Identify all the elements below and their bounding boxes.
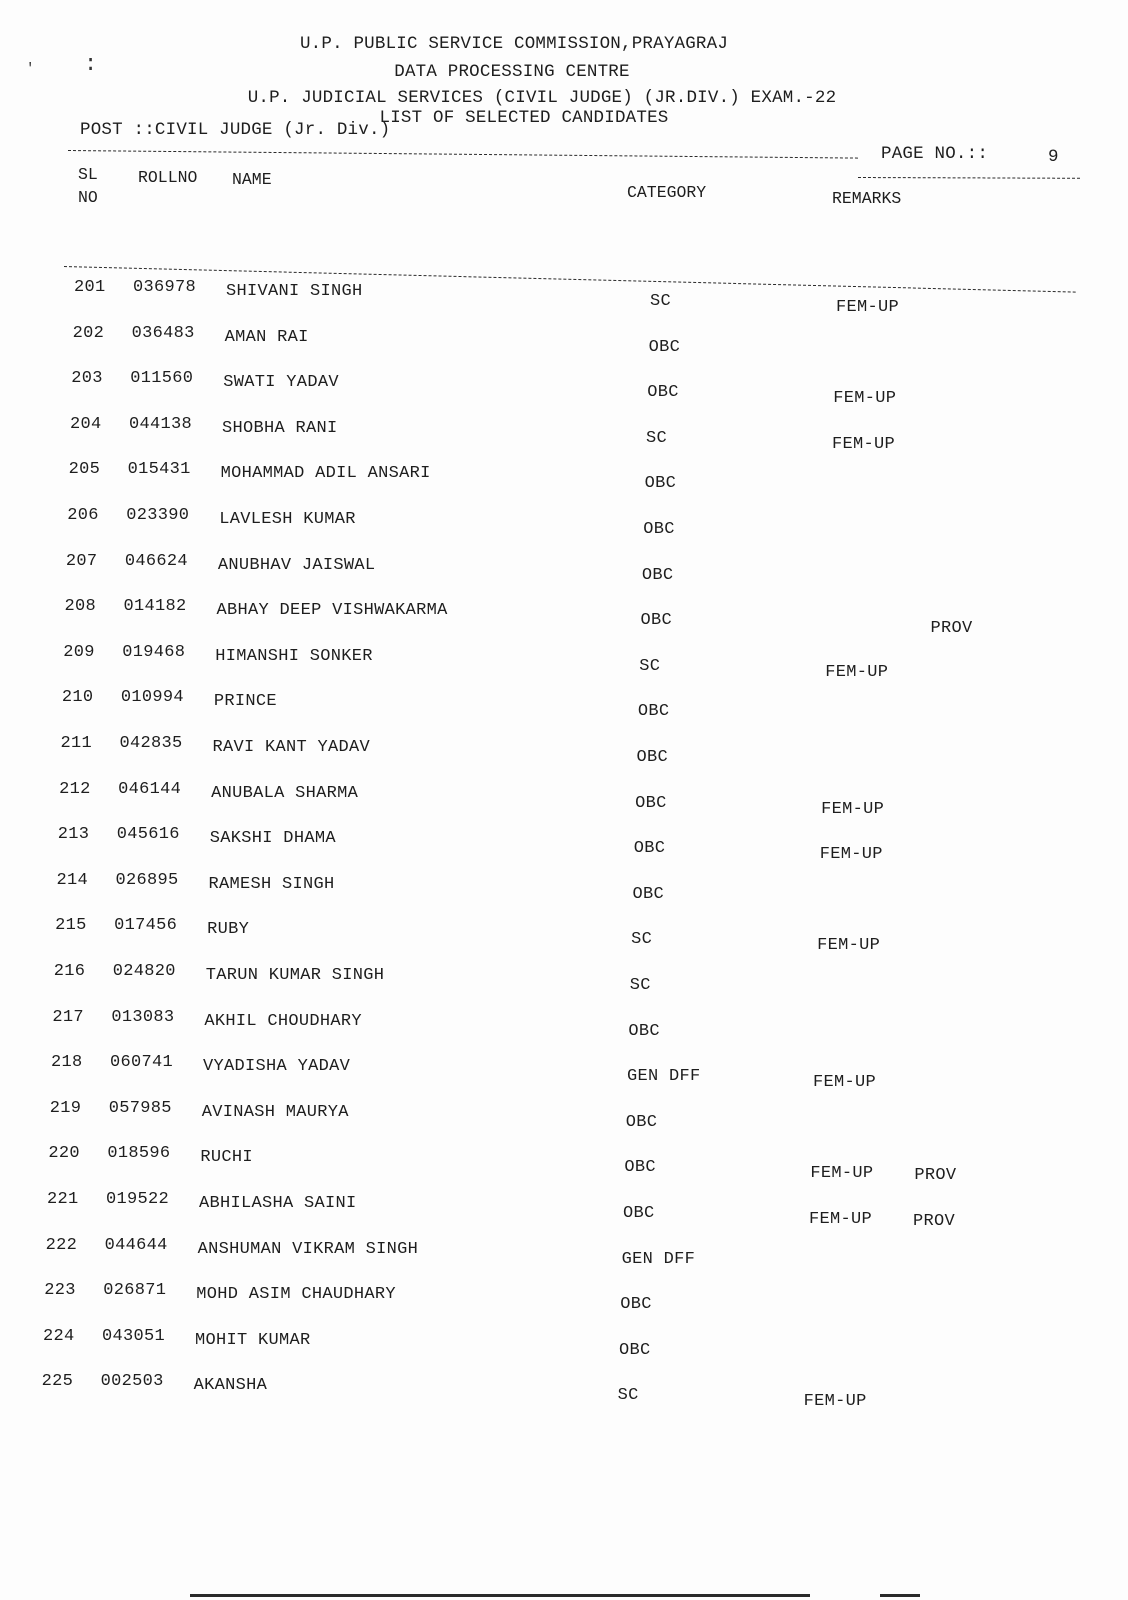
row-remark-prov: PROV xyxy=(913,1212,956,1231)
row-candidate-name: AMAN RAI xyxy=(224,327,309,347)
row-candidate-name: ANUBALA SHARMA xyxy=(211,783,359,803)
row-candidate-name: ABHILASHA SAINI xyxy=(199,1194,357,1213)
table-row xyxy=(0,916,1109,960)
row-candidate-name: AVINASH MAURYA xyxy=(201,1102,349,1122)
row-candidate-name: TARUN KUMAR SINGH xyxy=(205,966,385,985)
row-remark: FEM-UP xyxy=(831,434,895,454)
table-row xyxy=(0,1281,1098,1325)
table-row xyxy=(0,1327,1097,1371)
table-row xyxy=(0,1372,1096,1416)
table-row xyxy=(0,552,1120,596)
row-category: OBC xyxy=(620,1295,652,1315)
row-candidate-name: MOHD ASIM CHAUDHARY xyxy=(196,1285,396,1305)
bottom-rule xyxy=(190,1594,810,1597)
scan-mark: : xyxy=(84,52,98,77)
row-sl-no: 213 xyxy=(57,825,90,845)
table-row xyxy=(0,780,1113,824)
row-sl-no: 209 xyxy=(63,642,95,662)
row-roll-no: 014182 xyxy=(123,597,187,617)
row-category: OBC xyxy=(635,793,667,813)
row-category: SC xyxy=(629,976,651,995)
header-page-label: PAGE NO.:: xyxy=(881,144,989,164)
row-roll-no: 010994 xyxy=(120,688,184,708)
table-row xyxy=(0,278,1128,322)
row-sl-no: 207 xyxy=(65,551,98,571)
row-roll-no: 017456 xyxy=(114,916,178,936)
table-row xyxy=(0,1144,1102,1188)
row-roll-no: 024820 xyxy=(112,962,176,981)
row-category: OBC xyxy=(624,1158,656,1178)
row-roll-no: 026871 xyxy=(103,1281,167,1301)
row-candidate-name: RUBY xyxy=(207,920,250,940)
row-roll-no: 026895 xyxy=(115,870,179,890)
row-sl-no: 225 xyxy=(41,1372,74,1392)
header-divider xyxy=(858,177,1080,179)
row-category: SC xyxy=(631,930,653,950)
scan-mark: ' xyxy=(26,61,35,77)
row-roll-no: 023390 xyxy=(126,506,190,525)
row-roll-no: 019522 xyxy=(106,1190,170,1209)
row-remark: FEM-UP xyxy=(810,1164,874,1184)
row-sl-no: 208 xyxy=(64,597,97,617)
row-candidate-name: ANUBHAV JAISWAL xyxy=(217,555,376,575)
row-candidate-name: ANSHUMAN VIKRAM SINGH xyxy=(197,1239,419,1259)
row-roll-no: 011560 xyxy=(130,369,194,389)
table-row xyxy=(0,506,1121,550)
row-candidate-name: MOHIT KUMAR xyxy=(194,1330,311,1350)
table-row xyxy=(0,369,1125,413)
column-name: NAME xyxy=(232,170,272,189)
row-candidate-name: AKANSHA xyxy=(193,1376,268,1396)
row-candidate-name: HIMANSHI SONKER xyxy=(215,646,373,666)
header-post: POST ::CIVIL JUDGE (Jr. Div.) xyxy=(80,120,391,140)
row-remark-prov: PROV xyxy=(914,1166,957,1186)
row-sl-no: 222 xyxy=(45,1235,78,1255)
row-category: OBC xyxy=(637,702,670,722)
table-row xyxy=(0,688,1116,732)
row-candidate-name: SHOBHA RANI xyxy=(221,418,338,438)
row-sl-no: 201 xyxy=(74,278,106,297)
row-category: OBC xyxy=(636,748,669,767)
row-sl-no: 218 xyxy=(51,1053,83,1073)
row-sl-no: 210 xyxy=(61,688,94,708)
row-candidate-name: VYADISHA YADAV xyxy=(203,1057,351,1077)
row-remark: FEM-UP xyxy=(813,1073,877,1093)
row-roll-no: 044138 xyxy=(128,414,192,434)
header-exam: U.P. JUDICIAL SERVICES (CIVIL JUDGE) (JR.DIV.) EXAM.-22 xyxy=(247,88,837,108)
row-roll-no: 036978 xyxy=(133,278,197,297)
row-roll-no: 046144 xyxy=(118,779,182,799)
row-sl-no: 223 xyxy=(44,1281,76,1301)
row-sl-no: 216 xyxy=(53,962,86,981)
row-category: SC xyxy=(650,292,672,311)
row-roll-no: 015431 xyxy=(127,460,191,480)
table-row xyxy=(0,962,1108,1006)
row-sl-no: 202 xyxy=(72,323,105,343)
row-category: OBC xyxy=(644,474,677,494)
row-candidate-name: RAMESH SINGH xyxy=(208,874,335,894)
row-sl-no: 212 xyxy=(59,779,91,799)
row-category: OBC xyxy=(640,611,673,631)
row-sl-no: 204 xyxy=(69,414,102,434)
row-candidate-name: RUCHI xyxy=(200,1148,253,1168)
row-candidate-name: SHIVANI SINGH xyxy=(226,282,363,301)
column-no: NO xyxy=(78,188,98,207)
row-category: SC xyxy=(639,656,661,676)
header-divider xyxy=(68,150,858,159)
row-sl-no: 211 xyxy=(60,734,93,753)
row-remark: FEM-UP xyxy=(833,389,897,409)
row-sl-no: 217 xyxy=(52,1007,84,1027)
row-roll-no: 043051 xyxy=(101,1326,165,1346)
row-sl-no: 205 xyxy=(68,460,101,480)
table-row xyxy=(0,597,1119,641)
row-candidate-name: MOHAMMAD ADIL ANSARI xyxy=(220,464,431,484)
row-remark: FEM-UP xyxy=(803,1392,867,1412)
row-candidate-name: LAVLESH KUMAR xyxy=(219,510,356,529)
row-roll-no: 036483 xyxy=(131,323,195,343)
row-candidate-name: SAKSHI DHAMA xyxy=(209,829,336,849)
table-row xyxy=(0,1236,1100,1280)
row-candidate-name: AKHIL CHOUDHARY xyxy=(204,1011,362,1031)
row-category: GEN DFF xyxy=(627,1067,701,1087)
row-category: OBC xyxy=(633,839,666,859)
row-sl-no: 219 xyxy=(49,1098,82,1118)
row-sl-no: 215 xyxy=(55,916,87,936)
column-remarks: REMARKS xyxy=(832,189,902,208)
row-sl-no: 203 xyxy=(71,369,103,389)
column-sl: SL xyxy=(78,165,98,184)
table-row xyxy=(0,1053,1105,1097)
row-category: OBC xyxy=(628,1021,660,1041)
row-roll-no: 045616 xyxy=(116,825,180,845)
table-row xyxy=(0,460,1123,504)
row-candidate-name: PRINCE xyxy=(213,692,277,712)
row-roll-no: 057985 xyxy=(108,1098,172,1118)
row-roll-no: 018596 xyxy=(107,1144,171,1164)
table-row xyxy=(0,415,1124,459)
header-centre: DATA PROCESSING CENTRE xyxy=(394,62,630,82)
row-category: OBC xyxy=(623,1204,655,1223)
header-list-title: LIST OF SELECTED CANDIDATES xyxy=(379,108,669,128)
table-row xyxy=(0,734,1115,778)
row-roll-no: 046624 xyxy=(124,551,188,571)
row-category: OBC xyxy=(618,1340,651,1360)
row-category: OBC xyxy=(647,383,679,403)
row-category: OBC xyxy=(643,520,675,539)
row-category: SC xyxy=(617,1386,639,1406)
column-category: CATEGORY xyxy=(627,183,707,202)
row-roll-no: 060741 xyxy=(110,1053,174,1073)
row-remark: FEM-UP xyxy=(817,936,881,956)
row-sl-no: 220 xyxy=(48,1144,80,1164)
table-row xyxy=(0,324,1127,368)
row-remark-prov: PROV xyxy=(930,619,973,639)
row-sl-no: 221 xyxy=(47,1190,79,1209)
table-row xyxy=(0,643,1117,687)
header-page-number: 9 xyxy=(1048,147,1059,167)
row-roll-no: 002503 xyxy=(100,1372,164,1392)
row-category: OBC xyxy=(625,1112,658,1132)
row-roll-no: 013083 xyxy=(111,1007,175,1027)
bottom-rule xyxy=(880,1594,920,1597)
row-category: SC xyxy=(645,428,667,448)
table-row xyxy=(0,825,1112,869)
row-remark: FEM-UP xyxy=(825,662,889,682)
row-remark: FEM-UP xyxy=(809,1210,873,1229)
column-rollno: ROLLNO xyxy=(138,168,198,187)
table-row xyxy=(0,1190,1101,1234)
row-remark: FEM-UP xyxy=(819,845,883,865)
table-row xyxy=(0,871,1110,915)
row-roll-no: 044644 xyxy=(104,1235,168,1255)
row-category: OBC xyxy=(632,884,664,904)
row-roll-no: 042835 xyxy=(119,734,183,753)
row-category: OBC xyxy=(641,565,674,585)
row-remark: FEM-UP xyxy=(821,799,885,819)
table-row xyxy=(0,1008,1106,1052)
row-roll-no: 019468 xyxy=(122,642,186,662)
row-category: GEN DFF xyxy=(621,1249,696,1269)
row-candidate-name: SWATI YADAV xyxy=(223,373,339,393)
row-sl-no: 206 xyxy=(67,506,99,525)
table-row xyxy=(0,1099,1104,1143)
row-sl-no: 214 xyxy=(56,870,88,890)
row-category: OBC xyxy=(648,337,681,357)
header-commission: U.P. PUBLIC SERVICE COMMISSION,PRAYAGRAJ xyxy=(299,34,729,54)
row-sl-no: 224 xyxy=(42,1326,75,1346)
row-candidate-name: RAVI KANT YADAV xyxy=(212,738,371,757)
row-candidate-name: ABHAY DEEP VISHWAKARMA xyxy=(216,601,448,621)
row-remark: FEM-UP xyxy=(836,298,900,317)
